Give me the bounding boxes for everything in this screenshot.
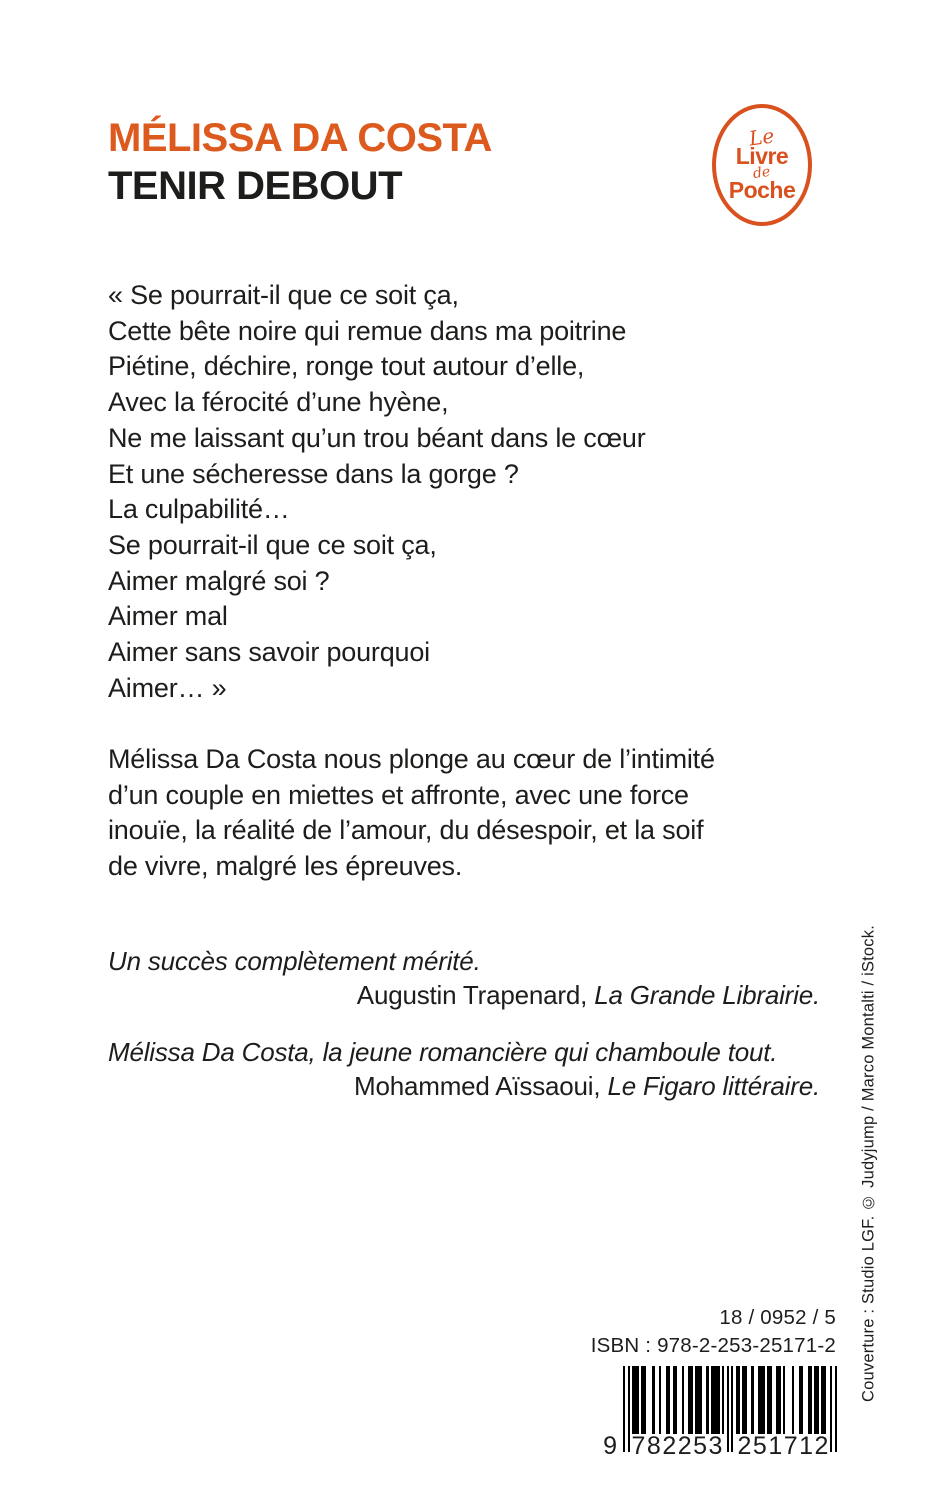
poem-line: Aimer sans savoir pourquoi xyxy=(108,637,430,668)
barcode-digit: 2 xyxy=(737,1432,752,1460)
poem-line: Et une sécheresse dans la gorge ? xyxy=(108,458,519,489)
poem-line: Aimer mal xyxy=(108,601,228,632)
quote-attribution-name: Augustin Trapenard, xyxy=(356,980,595,1010)
barcode-digit: 8 xyxy=(646,1432,661,1460)
poem-line: « Se pourrait-il que ce soit ça, xyxy=(108,280,459,310)
logo-word-de: de xyxy=(752,163,772,182)
synopsis-line: Mélissa Da Costa nous plonge au cœur de l’intimité xyxy=(108,744,715,774)
imprint-block xyxy=(591,1304,836,1360)
barcode-digit: 7 xyxy=(783,1432,798,1460)
synopsis xyxy=(108,742,828,885)
poem-line: Avec la férocité d’une hyène, xyxy=(108,387,449,418)
barcode-digit: 2 xyxy=(677,1432,692,1460)
poem-line: Aimer… » xyxy=(108,672,227,703)
poem-line: Cette bête noire qui remue dans ma poitrine xyxy=(108,315,627,346)
poem-excerpt xyxy=(108,278,828,706)
poem-line: Se pourrait-il que ce soit ça, xyxy=(108,529,437,560)
barcode-module xyxy=(835,1366,837,1452)
quote-attribution-name: Mohammed Aïssaoui, xyxy=(354,1071,608,1101)
author-name: MÉLISSA DA COSTA xyxy=(108,116,492,160)
logo-word-livre: Livre xyxy=(735,142,789,169)
synopsis-line: inouïe, la réalité de l’amour, du désespoir, et la soif xyxy=(108,815,704,846)
quote-attribution xyxy=(108,978,820,1012)
edition-code: 18 / 0952 / 5 xyxy=(719,1306,836,1329)
barcode-digit: 5 xyxy=(752,1432,767,1460)
poem-line: Piétine, déchire, ronge tout autour d’elle, xyxy=(108,351,585,382)
barcode-digits-group2 xyxy=(736,1432,830,1461)
quote-attribution-source: La Grande Librairie. xyxy=(594,980,820,1010)
isbn-line: ISBN : 978-2-253-25171-2 xyxy=(590,1334,836,1357)
poem-line: Aimer malgré soi ? xyxy=(108,565,330,596)
quote-text: Mélissa Da Costa, la jeune romancière qui chamboule tout. xyxy=(108,1037,778,1067)
barcode-digit: 2 xyxy=(814,1432,829,1460)
barcode-digits-group1 xyxy=(630,1432,724,1461)
barcode-digit: 1 xyxy=(768,1432,783,1460)
cover-credits-vertical: Couverture : Studio LGF. © Judyjump / Marco Montalti / iStock. xyxy=(859,925,878,1403)
livre-de-poche-logo xyxy=(712,104,812,226)
barcode-digit: 5 xyxy=(693,1432,708,1460)
synopsis-line: de vivre, malgré les épreuves. xyxy=(108,851,463,882)
quote-attribution-source: Le Figaro littéraire. xyxy=(607,1071,820,1101)
poem-line: Ne me laissant qu’un trou béant dans le cœur xyxy=(108,422,646,453)
logo-word-le: Le xyxy=(747,122,777,151)
barcode-digit: 3 xyxy=(708,1432,723,1460)
synopsis-line: d’un couple en miettes et affronte, avec une force xyxy=(108,779,689,810)
barcode-digit: 7 xyxy=(631,1432,646,1460)
ean13-barcode xyxy=(603,1366,837,1470)
book-title: TENIR DEBOUT xyxy=(108,164,402,208)
quote-text: Un succès complètement mérité. xyxy=(108,946,481,976)
barcode-digit: 2 xyxy=(662,1432,677,1460)
press-quote-2 xyxy=(108,1035,820,1103)
logo-word-poche: Poche xyxy=(728,176,796,203)
barcode-digit: 1 xyxy=(799,1432,814,1460)
poem-line: La culpabilité… xyxy=(108,494,290,525)
barcode-digit-left: 9 xyxy=(603,1432,617,1460)
quote-attribution xyxy=(108,1069,820,1103)
press-quote-1 xyxy=(108,944,820,1012)
